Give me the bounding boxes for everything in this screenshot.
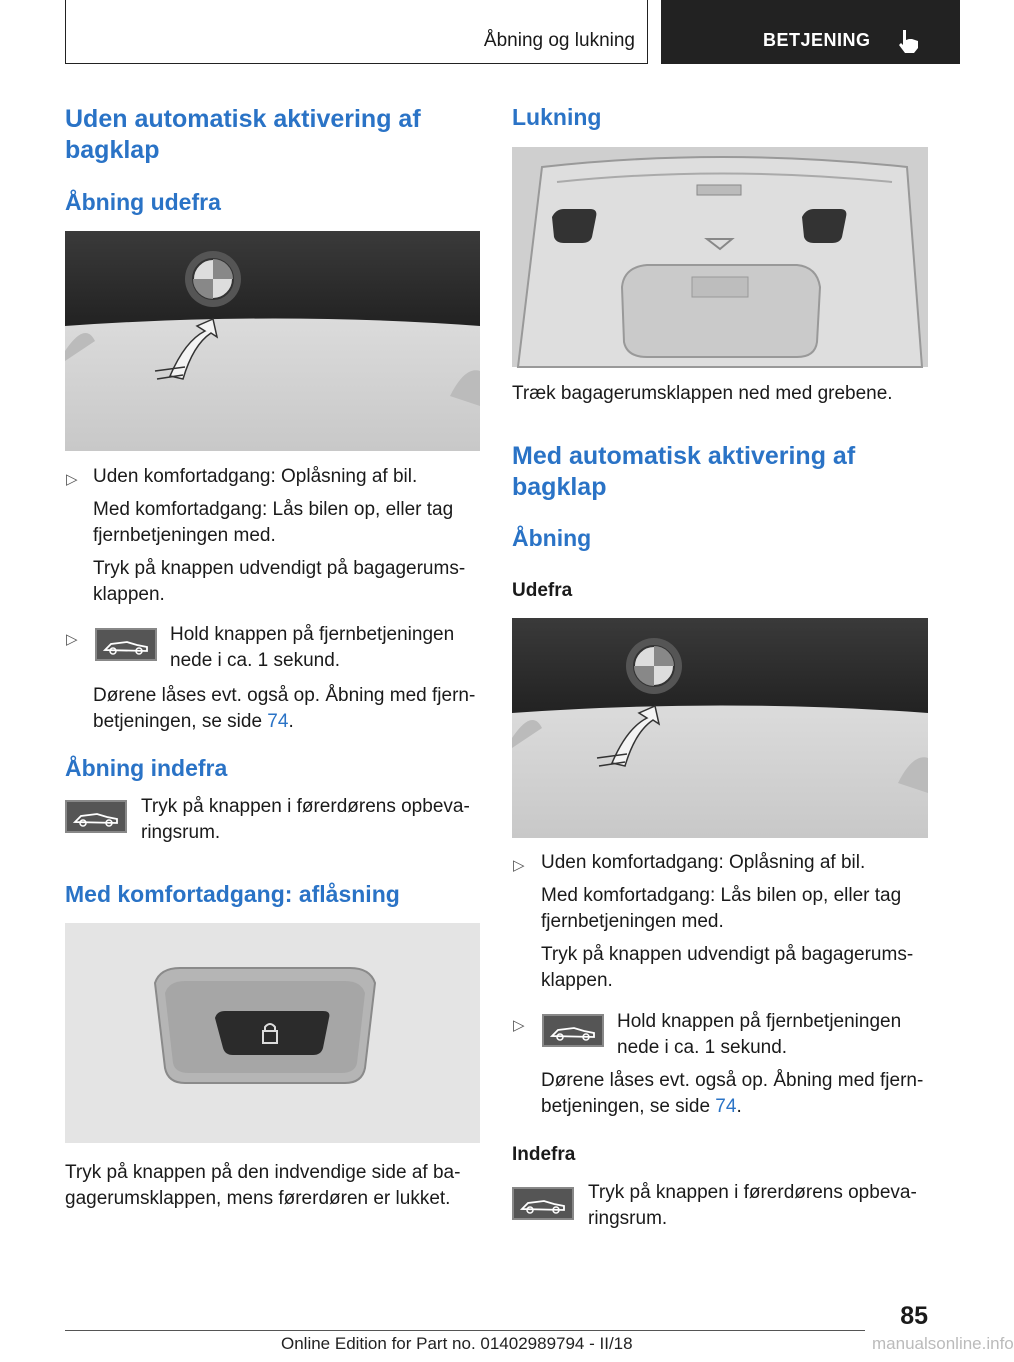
trunk-interior-image [512,147,928,367]
page-number: 85 [900,1302,928,1330]
car-trunk-key-icon [65,800,127,833]
trunk-exterior-image [65,231,480,451]
note-text: Dørene låses evt. også op. Åbning med fjern-betjeningen, se side [93,685,476,732]
subheading-aabning-indefra: Åbning indefra [65,755,228,781]
bullet-line: Uden komfortadgang: Oplåsning af bil. [541,852,866,873]
section-title: BETJENING [763,30,871,50]
indefra-text: Tryk på knappen i førerdørens opbeva-ringsrum. [141,796,470,843]
footer-watermark: manualsonline.info [872,1334,1014,1353]
list-item [93,464,473,608]
chapter-title: Åbning og lukning [483,30,635,51]
heading-med-automatisk: Med automatisk aktivering af bagklap [512,442,856,501]
bullet-text: Hold knappen på fjernbetjeningen nede i ca. 1 sekund. [170,624,455,671]
bullet-note: Dørene låses evt. også op. Åbning med fjern-betjeningen, se side 74. [541,1070,924,1117]
bullet-line: Uden komfortadgang: Oplåsning af bil. [93,466,418,487]
bullet-marker: ▷ [513,1017,525,1034]
subheading-indefra: Indefra [512,1144,576,1165]
subheading-lukning: Lukning [512,104,602,130]
bullet-marker: ▷ [513,857,525,874]
bullet-note: Dørene låses evt. også op. Åbning med fjern-betjeningen, se side 74. [93,685,476,732]
heading-uden-automatisk: Uden automatisk aktivering af bagklap [65,105,421,164]
footer-edition: Online Edition for Part no. 01402989794 - II/18 [281,1334,633,1353]
lock-caption: Tryk på knappen på den indvendige side af ba-gagerumsklappen, mens førerdøren er lukket. [65,1162,461,1209]
bullet-line: Tryk på knappen udvendigt på bagagerums-klappen. [93,558,466,605]
car-trunk-key-icon [542,1014,604,1047]
car-trunk-key-icon [95,628,157,661]
bullet-line: Tryk på knappen udvendigt på bagagerums-klappen. [541,944,914,991]
bullet-text: Hold knappen på fjernbetjeningen nede i ca. 1 sekund. [617,1011,902,1058]
subheading-komfortadgang: Med komfortadgang: aflåsning [65,881,400,907]
trunk-exterior-image [512,618,928,838]
indefra-text: Tryk på knappen i førerdørens opbeva-ringsrum. [588,1182,917,1229]
bullet-marker: ▷ [66,471,78,488]
bullet-marker: ▷ [66,631,78,648]
bullet-line: Med komfortadgang: Lås bilen op, eller tag fjernbetjeningen med. [93,499,454,546]
bullet-line: Med komfortadgang: Lås bilen op, eller tag fjernbetjeningen med. [541,885,902,932]
footer-divider [65,1330,865,1331]
page-link[interactable]: 74 [715,1096,737,1117]
subheading-udefra: Udefra [512,580,573,601]
lukning-caption: Træk bagagerumsklappen ned med grebene. [512,383,893,404]
subheading-aabning: Åbning [512,525,592,551]
list-item [541,850,926,994]
page-link[interactable]: 74 [267,711,289,732]
car-trunk-key-icon [512,1187,574,1220]
hand-pointer-icon [896,28,922,59]
subheading-aabning-udefra: Åbning udefra [65,189,221,215]
trunk-lock-button-image [65,923,480,1143]
note-text: Dørene låses evt. også op. Åbning med fjern-betjeningen, se side [541,1070,924,1117]
